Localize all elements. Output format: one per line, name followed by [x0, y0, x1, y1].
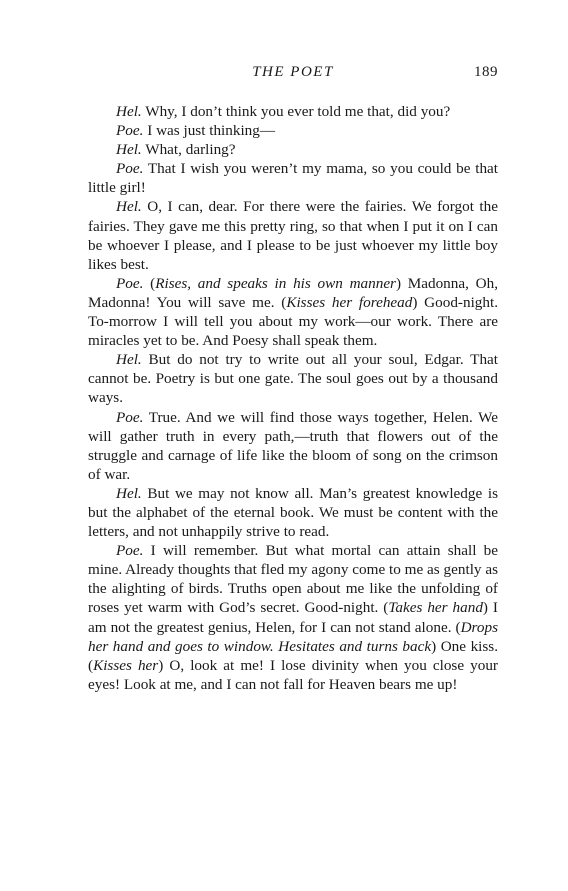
- dialogue-text: True. And we will find those ways together, Helen. We will gather truth in every path,—truth that flowers out of the struggle and carnage of life like the bloom of song on the crimson of war.: [88, 408, 498, 483]
- dialogue-text: O, I can, dear. For there were the fairies. We forgot the fairies. They gave me this pretty ring, so that when I put it on I can be whoever I please, and I please to be just whoever my little boy likes best.: [88, 198, 498, 273]
- dialogue-paragraph: [88, 102, 498, 121]
- dialogue-text: (: [143, 274, 156, 292]
- speaker-name: Hel.: [116, 351, 142, 369]
- speaker-name: Hel.: [116, 198, 142, 216]
- dialogue-text: Why, I don’t think you ever told me that, did you?: [141, 103, 451, 120]
- dialogue-text: I was just thinking—: [143, 122, 276, 140]
- speaker-name: Poe.: [116, 542, 144, 560]
- dialogue-paragraph: [88, 350, 498, 407]
- speaker-name: Poe.: [116, 160, 144, 178]
- page-number: 189: [474, 64, 498, 80]
- dialogue-text: But do not try to write out all your soul, Edgar. That cannot be. Poetry is but one gate. The soul goes out by a thousand ways.: [88, 351, 498, 407]
- speaker-name: Hel.: [116, 103, 142, 120]
- speaker-name: Poe.: [116, 122, 144, 140]
- speaker-name: Poe.: [116, 408, 144, 426]
- dialogue-text: But we may not know all. Man’s greatest knowledge is but the alphabet of the eternal book. We must be content with the letters, and not unhappily strive to read.: [88, 484, 498, 541]
- stage-direction: Drops her hand and goes to window. Hesitates and turns back: [88, 618, 498, 655]
- dialogue-paragraph: [88, 541, 498, 694]
- dialogue-text: That I wish you weren’t my mama, so you could be that little girl!: [88, 160, 498, 197]
- dialogue-text: ) Madonna, Oh, Madonna! You will save me. (: [88, 274, 498, 311]
- speaker-name: Hel.: [116, 484, 142, 502]
- dialogue-text: I will remember. But what mortal can attain shall be mine. Already thoughts that fled my agony come to me as gently as the alighting of birds. Truths open about me like the unfolding of roses yet warm with God’s secret. Good-night. (: [88, 542, 498, 617]
- page-header: [88, 64, 498, 84]
- stage-direction: Takes her hand: [388, 599, 483, 617]
- dialogue-text: ) Good-night. To-morrow I will tell you about my work—our work. There are miracles yet to be. And Poesy shall speak them.: [88, 293, 498, 350]
- dialogue-paragraph: [88, 197, 498, 273]
- dialogue-text: What, darling?: [141, 141, 236, 159]
- speaker-name: Poe.: [116, 274, 144, 292]
- dialogue-paragraph: [88, 484, 498, 541]
- dialogue-paragraph: [88, 274, 498, 350]
- dialogue-text: ) I am not the greatest genius, Helen, for I can not stand alone. (: [88, 599, 498, 636]
- dialogue-text: ) O, look at me! I lose divinity when you close your eyes! Look at me, and I can not fall for Heaven bears me up!: [88, 656, 498, 693]
- dialogue-text: ) One kiss. (: [88, 637, 498, 674]
- dialogue-paragraph: [88, 140, 498, 159]
- speaker-name: Hel.: [116, 141, 142, 159]
- stage-direction: Kisses her: [93, 656, 159, 674]
- dialogue-paragraph: [88, 408, 498, 484]
- stage-direction: Rises, and speaks in his own manner: [155, 274, 396, 292]
- dialogue-paragraph: [88, 159, 498, 197]
- dialogue-body: [88, 102, 498, 694]
- running-title: THE POET: [252, 64, 334, 80]
- dialogue-paragraph: [88, 121, 498, 140]
- stage-direction: Kisses her forehead: [286, 293, 413, 311]
